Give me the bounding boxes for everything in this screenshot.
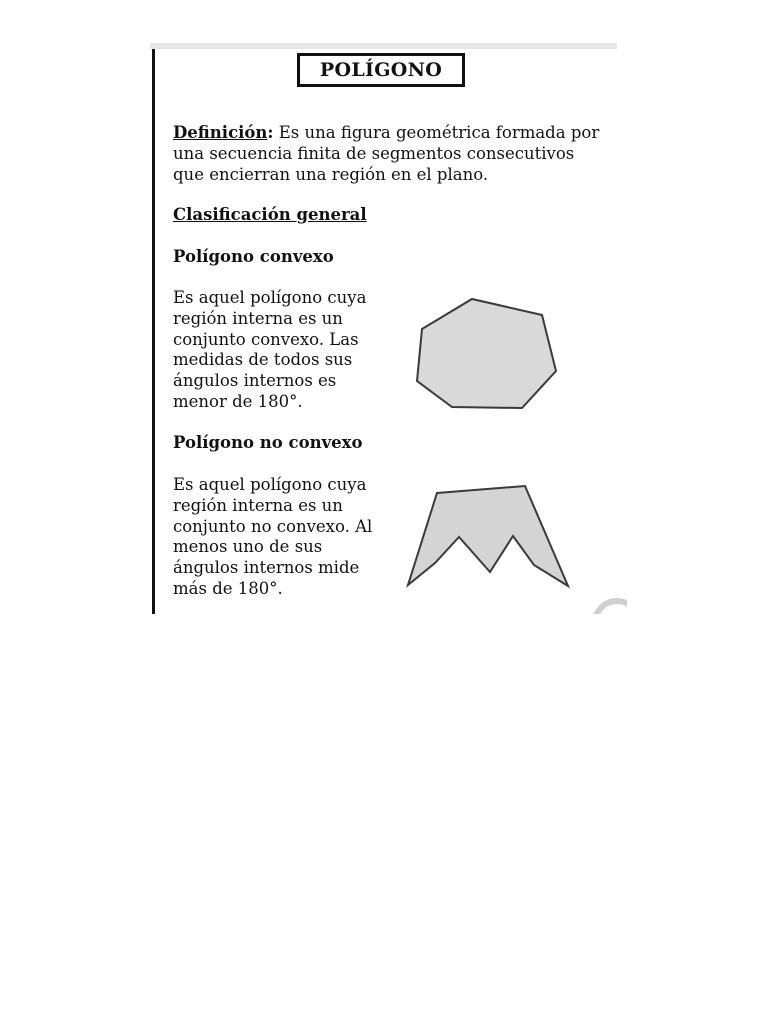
document-page	[150, 43, 617, 614]
nonconvex-description: Es aquel polígono cuya región interna es un conjunto no convexo. Al menos uno de sus ángulos internos mide más de 180°.	[173, 475, 373, 598]
convex-polygon-illustration	[412, 293, 562, 413]
definition-label: Definición	[173, 123, 268, 142]
convex-polygon	[417, 299, 556, 408]
left-margin-rule	[152, 49, 155, 614]
definition-paragraph	[173, 123, 603, 185]
convex-heading: Polígono convexo	[173, 247, 334, 266]
corner-arc-fragment	[587, 593, 627, 614]
nonconvex-polygon-illustration	[404, 483, 574, 589]
convex-description: Es aquel polígono cuya región interna es un conjunto convexo. Las medidas de todos sus ángulos internos es menor de 180°.	[173, 288, 367, 411]
page-top-border	[150, 43, 617, 49]
classification-heading: Clasificación general	[173, 205, 367, 224]
page-title: POLÍGONO	[297, 53, 465, 87]
definition-text: Es una figura geométrica formada por una secuencia finita de segmentos consecutivos que encierran una región en el plano.	[173, 123, 600, 184]
definition-colon: :	[267, 123, 274, 142]
nonconvex-polygon	[408, 486, 568, 586]
nonconvex-heading: Polígono no convexo	[173, 433, 363, 452]
